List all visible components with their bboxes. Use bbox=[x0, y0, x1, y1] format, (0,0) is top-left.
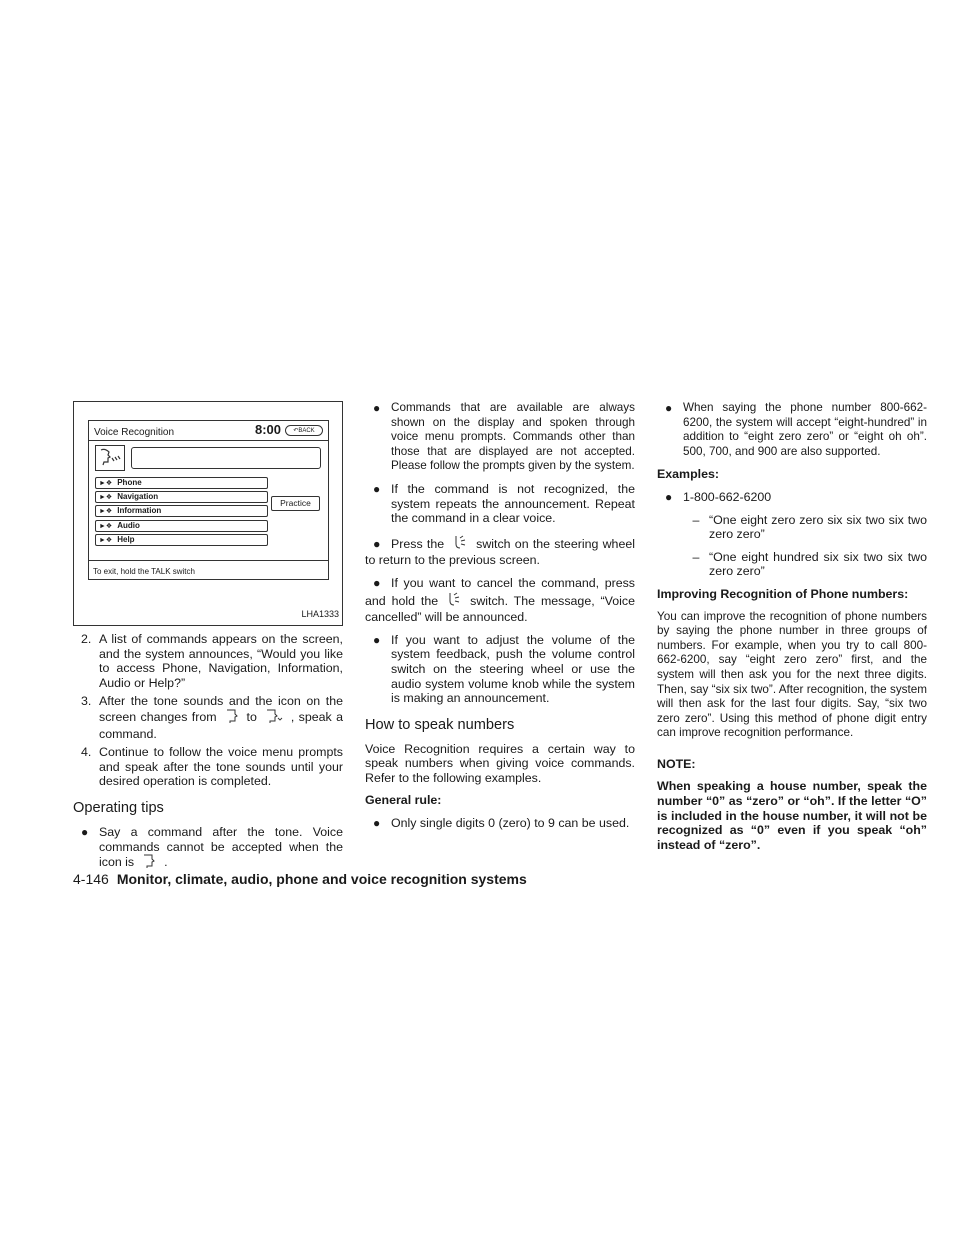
step-2: 2. A list of commands appears on the screen, and the system announces, “Would you like to access Phone, Navigation, Information, Audio or Help?” bbox=[81, 632, 343, 690]
improving-recognition-heading: Improving Recognition of Phone numbers: bbox=[657, 586, 909, 601]
column-left bbox=[73, 401, 343, 880]
numbers-intro: Voice Recognition requires a certain way to speak numbers when giving voice commands. Refer to the following examples. bbox=[365, 741, 635, 785]
talk-switch-icon bbox=[452, 534, 468, 554]
column-middle bbox=[365, 401, 635, 839]
speaker-voice-icon bbox=[95, 445, 125, 471]
exit-hint: To exit, hold the TALK switch bbox=[93, 567, 195, 576]
voice-command-icon: ►❖ bbox=[99, 494, 113, 501]
menu-item-information[interactable]: ►❖ Information bbox=[95, 505, 268, 517]
practice-button[interactable]: Practice bbox=[271, 496, 320, 511]
bullet-icon: ● bbox=[373, 536, 381, 551]
example-1-spoken-b: – “One eight hundred six six two six two zero zero” bbox=[692, 549, 927, 579]
tip-4: ● Press the switch on the steering wheel to return to the previous screen. bbox=[365, 534, 635, 568]
back-button[interactable]: ↶BACK bbox=[285, 425, 323, 436]
bullet-icon: ● bbox=[373, 632, 381, 647]
chapter-title: Monitor, climate, audio, phone and voice recognition systems bbox=[116, 871, 527, 887]
menu-item-phone[interactable]: ►❖ Phone bbox=[95, 477, 268, 489]
menu-item-navigation[interactable]: ►❖ Navigation bbox=[95, 491, 268, 503]
voice-command-icon: ►❖ bbox=[99, 508, 113, 515]
voice-command-icon: ►❖ bbox=[99, 480, 113, 487]
step-3: 3. After the tone sounds and the icon on the screen changes from to , speak a command. bbox=[81, 694, 343, 741]
tip-5: ● If you want to cancel the command, press and hold the switch. The message, “Voice cancelled” will be announced. bbox=[365, 575, 635, 625]
speaker-voice-icon bbox=[142, 854, 156, 872]
tip-1: ● Say a command after the tone. Voice commands cannot be accepted when the icon is . bbox=[73, 825, 343, 872]
screen-title: Voice Recognition bbox=[94, 427, 175, 438]
talk-switch-icon bbox=[446, 591, 462, 611]
menu-item-audio[interactable]: ►❖ Audio bbox=[95, 520, 268, 532]
divider bbox=[89, 440, 328, 441]
example-1-spoken-a: – “One eight zero zero six six two six two zero zero” bbox=[692, 512, 927, 542]
screen-clock: 8:00 bbox=[255, 422, 282, 437]
speaker-voice-icon bbox=[225, 709, 239, 727]
tip-2: ● Commands that are available are always shown on the display and spoken through voice menu prompts. Commands other than those that are displayed are not accepted. Please follow the prompts given by the system. bbox=[373, 401, 635, 473]
back-label: BACK bbox=[298, 428, 315, 434]
note-heading: NOTE: bbox=[657, 756, 696, 771]
step-4: 4. Continue to follow the voice menu prompts and speak after the tone sounds until your desired operation is completed. bbox=[81, 745, 343, 789]
general-rule-heading: General rule: bbox=[365, 793, 442, 808]
page-footer bbox=[73, 871, 527, 887]
operating-tips-heading: Operating tips bbox=[73, 799, 164, 816]
speaker-tone-icon bbox=[265, 709, 283, 727]
page-number: 4-146 bbox=[73, 871, 109, 887]
voice-command-icon: ►❖ bbox=[99, 523, 113, 530]
bullet-icon: ● bbox=[373, 575, 381, 590]
voice-recognition-figure bbox=[73, 401, 343, 626]
examples-heading: Examples: bbox=[657, 467, 719, 482]
tip-3: ● If the command is not recognized, the system repeats the announcement. Repeat the command in a clear voice. bbox=[373, 481, 635, 526]
display-screen bbox=[88, 420, 329, 580]
bullet-icon: ● bbox=[373, 481, 381, 496]
example-1: ● 1-800-662-6200 bbox=[665, 489, 772, 504]
bullet-icon: ● bbox=[81, 824, 89, 839]
bullet-icon: ● bbox=[665, 401, 673, 415]
recognition-text-field bbox=[131, 447, 321, 469]
rule-2: ● When saying the phone number 800-662-6200, the system will accept “eight-hundred” in addition to “eight zero zero” or “eight oh oh”. 500, 700, and 900 are also supported. bbox=[665, 401, 927, 458]
figure-id: LHA1333 bbox=[301, 609, 339, 620]
note-text: When speaking a house number, speak the number “0” as “zero” or “oh”. If the letter “O” is included in the house number, it will not be recognized as “0” even if you speak “oh” instead of “zero”. bbox=[657, 779, 927, 852]
menu-item-help[interactable]: ►❖ Help bbox=[95, 534, 268, 546]
how-to-speak-numbers-heading: How to speak numbers bbox=[365, 716, 515, 733]
bullet-icon: ● bbox=[373, 816, 381, 831]
column-right bbox=[657, 401, 927, 852]
voice-command-icon: ►❖ bbox=[99, 537, 113, 544]
bullet-icon: ● bbox=[373, 401, 381, 415]
bullet-icon: ● bbox=[665, 489, 673, 504]
divider bbox=[89, 560, 328, 561]
rule-1: ● Only single digits 0 (zero) to 9 can be used. bbox=[373, 816, 630, 831]
tip-6: ● If you want to adjust the volume of the system feedback, push the volume control switch on the steering wheel or use the audio system volume knob while the system is making an announcement. bbox=[373, 632, 635, 706]
improving-recognition-text: You can improve the recognition of phone numbers by saying the phone number in three groups of numbers. For example, when you try to call 800-662-6200, say “eight zero zero” first, and the system will then ask you for the next three digits. Then, say “six six two”. After recognition, the system will then ask for the last four digits. Say, “six two zero zero”. Using this method of phone digit entry can improve recognition performance. bbox=[657, 609, 927, 740]
